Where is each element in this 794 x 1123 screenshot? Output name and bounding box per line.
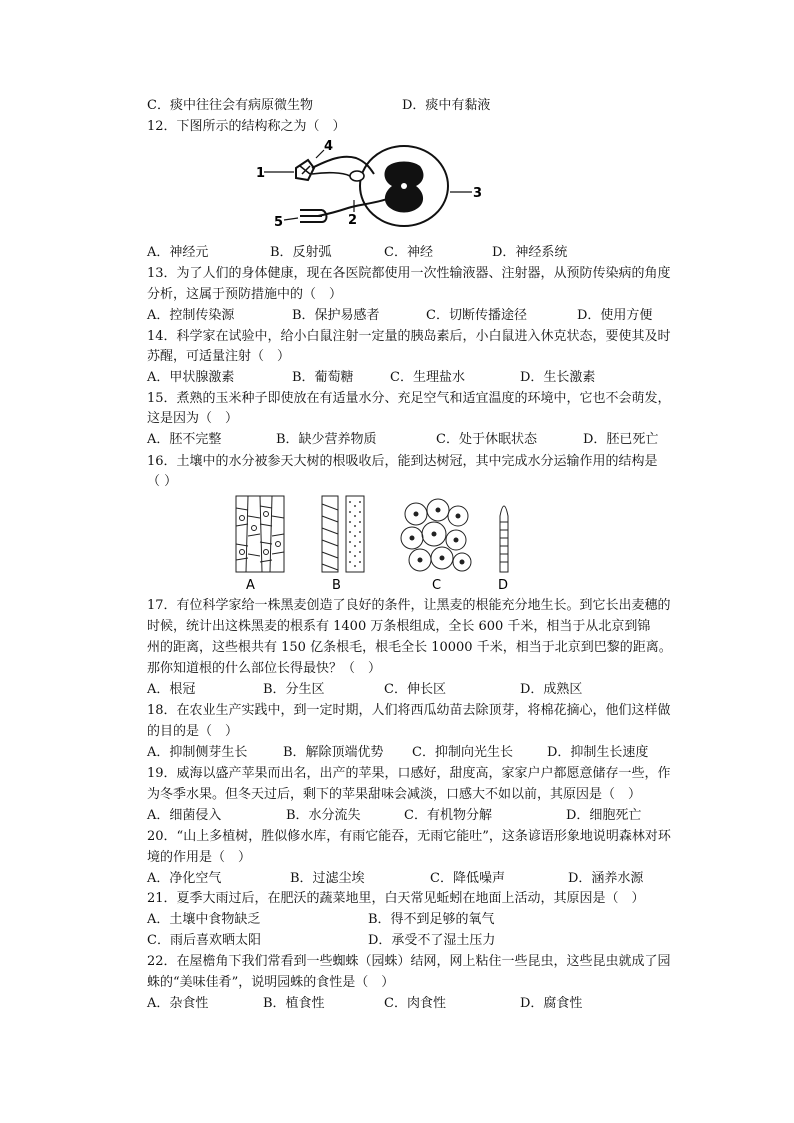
q18-option-a: A．抑制侧芽生长 bbox=[147, 745, 248, 760]
fig16-label-b: B bbox=[332, 578, 341, 592]
q14-stem-line1: 14．科学家在试验中，给小白鼠注射一定量的胰岛素后，小白鼠进入休克状态，要使其及时 bbox=[147, 329, 671, 344]
q12-option-c: C．神经 bbox=[384, 245, 433, 260]
q12-option-b: B．反射弧 bbox=[270, 245, 332, 260]
q18-option-d: D．抑制生长速度 bbox=[547, 745, 649, 760]
plant-tissue-figure bbox=[226, 492, 526, 592]
fig16-label-c: C bbox=[432, 578, 442, 592]
q12-option-a: A．神经元 bbox=[147, 245, 209, 260]
q20-option-b: B．过滤尘埃 bbox=[290, 871, 365, 886]
q16-stem-line2: （ ） bbox=[147, 474, 178, 489]
q22-option-c: C．肉食性 bbox=[384, 996, 446, 1011]
q15-option-a: A．胚不完整 bbox=[147, 432, 222, 447]
tissue-c bbox=[401, 499, 471, 571]
q12-option-d: D．神经系统 bbox=[492, 245, 568, 260]
q22-option-d: D．腐食性 bbox=[520, 996, 583, 1011]
q14-option-d: D．生长激素 bbox=[520, 370, 596, 385]
q14-option-a: A．甲状腺激素 bbox=[147, 370, 235, 385]
q13-stem-line1: 13．为了人们的身体健康，现在各医院都使用一次性输液器、注射器，从预防传染病的角度 bbox=[147, 266, 671, 281]
q19-option-d: D．细胞死亡 bbox=[566, 808, 642, 823]
q21-option-c: C．雨后喜欢晒太阳 bbox=[147, 933, 261, 948]
q15-option-c: C．处于休眠状态 bbox=[436, 432, 537, 447]
q18-stem-line1: 18．在农业生产实践中，到一定时期，人们将西瓜幼苗去除顶芽，将棉花摘心，他们这样做 bbox=[147, 703, 671, 718]
tissue-d bbox=[500, 506, 508, 572]
q14-option-c: C．生理盐水 bbox=[390, 370, 465, 385]
q14-stem-line2: 苏醒，可适量注射（ ） bbox=[147, 349, 291, 364]
q13-option-a: A．控制传染源 bbox=[147, 308, 235, 323]
q19-stem-line1: 19．威海以盛产苹果而出名，出产的苹果，口感好，甜度高，家家户户都愿意储存一些，作 bbox=[147, 766, 671, 781]
fig12-label-2: 2 bbox=[348, 213, 358, 228]
fig16-label-a: A bbox=[246, 578, 255, 592]
q21-stem: 21．夏季大雨过后，在肥沃的蔬菜地里，白天常见蚯蚓在地面上活动，其原因是（ ） bbox=[147, 891, 645, 906]
q19-stem-line2: 为冬季水果。但冬天过后，剩下的苹果甜味会减淡，口感大不如以前，其原因是（ ） bbox=[147, 787, 642, 802]
q15-stem-line1: 15．煮熟的玉米种子即使放在有适量水分、充足空气和适宜温度的环境中，它也不会萌发， bbox=[147, 391, 671, 406]
q15-option-b: B．缺少营养物质 bbox=[276, 432, 377, 447]
fig12-label-3: 3 bbox=[473, 186, 483, 201]
q20-option-a: A．净化空气 bbox=[147, 871, 222, 886]
tissue-a bbox=[236, 496, 284, 572]
q19-option-c: C．有机物分解 bbox=[404, 808, 492, 823]
q18-option-b: B．解除顶端优势 bbox=[283, 745, 384, 760]
q20-stem-line1: 20．“山上多植树，胜似修水库，有雨它能吞，无雨它能吐”，这条谚语形象地说明森林对环 bbox=[147, 829, 671, 844]
q17-option-b: B．分生区 bbox=[263, 682, 325, 697]
tissue-b bbox=[322, 496, 364, 572]
q22-stem-line2: 蛛的“美味佳肴”，说明园蛛的食性是（ ） bbox=[147, 975, 395, 990]
fig12-label-5: 5 bbox=[274, 215, 284, 230]
q16-stem-line1: 16．土壤中的水分被参天大树的根吸收后，能到达树冠，其中完成水分运输作用的结构是 bbox=[147, 454, 658, 469]
q18-stem-line2: 的目的是（ ） bbox=[147, 724, 239, 739]
q17-option-c: C．伸长区 bbox=[384, 682, 446, 697]
q11-option-d: D．痰中有黏液 bbox=[402, 98, 491, 113]
q17-option-a: A．根冠 bbox=[147, 682, 196, 697]
fig12-label-1: 1 bbox=[256, 166, 266, 181]
q21-option-d: D．承受不了湿土压力 bbox=[368, 933, 496, 948]
q22-stem-line1: 22．在屋檐角下我们常看到一些蜘蛛（园蛛）结网，网上粘住一些昆虫，这些昆虫就成了园 bbox=[147, 954, 671, 969]
q17-stem-line1: 17．有位科学家给一株黑麦创造了良好的条件，让黑麦的根能充分地生长。到它长出麦穗的 bbox=[147, 598, 671, 613]
q22-option-a: A．杂食性 bbox=[147, 996, 209, 1011]
fig16-label-d: D bbox=[498, 578, 509, 592]
q18-option-c: C．抑制向光生长 bbox=[412, 745, 513, 760]
q12-stem: 12．下图所示的结构称之为（ ） bbox=[147, 119, 346, 134]
q11-option-c: C．痰中往往会有病原微生物 bbox=[147, 98, 313, 113]
q17-stem-line2: 时候，统计出这株黑麦的根系有 1400 万条根组成，全长 600 千米，相当于从北京到锦 bbox=[147, 619, 651, 634]
q13-option-d: D．使用方便 bbox=[577, 308, 653, 323]
fig12-label-4: 4 bbox=[324, 139, 334, 154]
q13-option-b: B．保护易感者 bbox=[292, 308, 380, 323]
q17-option-d: D．成熟区 bbox=[520, 682, 583, 697]
q20-option-c: C．降低噪声 bbox=[430, 871, 505, 886]
q21-option-a: A．土壤中食物缺乏 bbox=[147, 912, 261, 927]
q13-option-c: C．切断传播途径 bbox=[426, 308, 527, 323]
q20-stem-line2: 境的作用是（ ） bbox=[147, 850, 252, 865]
q15-option-d: D．胚已死亡 bbox=[583, 432, 659, 447]
q20-option-d: D．涵养水源 bbox=[568, 871, 644, 886]
q14-option-b: B．葡萄糖 bbox=[292, 370, 354, 385]
reflex-arc-figure bbox=[256, 138, 488, 234]
q22-option-b: B．植食性 bbox=[263, 996, 325, 1011]
q21-option-b: B．得不到足够的氧气 bbox=[368, 912, 495, 927]
q15-stem-line2: 这是因为（ ） bbox=[147, 411, 239, 426]
q13-stem-line2: 分析，这属于预防措施中的（ ） bbox=[147, 287, 343, 302]
q19-option-a: A．细菌侵入 bbox=[147, 808, 222, 823]
q19-option-b: B．水分流失 bbox=[286, 808, 361, 823]
q17-stem-line3: 州的距离，这些根共有 150 亿条根毛，根毛全长 10000 千米，相当于北京到巴黎的距离。 bbox=[147, 640, 672, 655]
q17-stem-line4: 那你知道根的什么部位长得最快？（ ） bbox=[147, 661, 382, 676]
